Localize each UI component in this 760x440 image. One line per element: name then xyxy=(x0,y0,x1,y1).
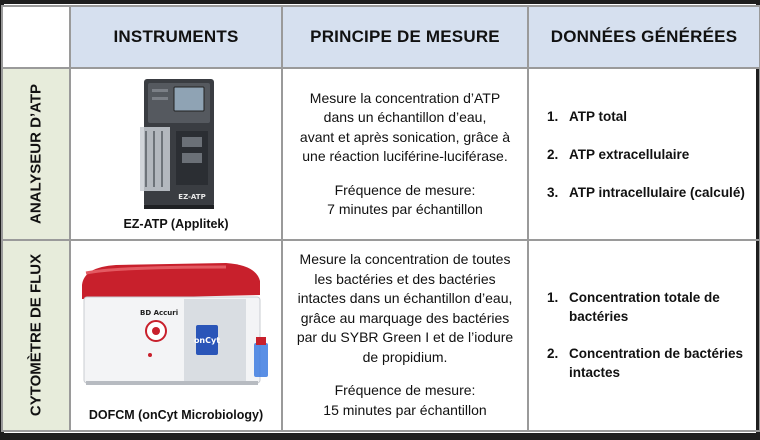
list-item: ATP extracellulaire xyxy=(569,146,690,162)
header-corner xyxy=(2,6,70,68)
list-item: ATP total xyxy=(569,108,628,124)
dofcm-cytometer-image xyxy=(76,255,276,395)
principle-line: avant et après sonication, grâce à xyxy=(299,128,511,145)
principle-line: les bactéries et des bactéries xyxy=(314,270,496,287)
table-row xyxy=(2,240,760,431)
comparison-table xyxy=(1,5,760,432)
instrument-caption-atp: EZ-ATP (Applitek) xyxy=(123,216,229,231)
principle-text-fcm xyxy=(283,250,527,420)
principle-paragraph xyxy=(293,89,517,167)
ez-atp-analyzer-image xyxy=(130,75,222,213)
principle-line: de propidium. xyxy=(362,348,448,365)
row-label-text: ANALYSEUR D’ATP xyxy=(27,84,45,225)
header-row xyxy=(2,6,760,68)
principle-cell-fcm xyxy=(282,240,528,431)
frequency-line: Fréquence de mesure: xyxy=(334,382,476,399)
table-row xyxy=(2,68,760,239)
principle-line: par du SYBR Green I et de l’iodure xyxy=(296,329,514,346)
header-data: DONNÉES GÉNÉRÉES xyxy=(528,6,760,68)
instrument-cell-atp xyxy=(70,68,282,239)
list-item: Concentration de bactéries intactes xyxy=(569,346,744,381)
list-item: ATP intracellulaire (calculé) xyxy=(569,184,745,200)
principle-paragraph xyxy=(293,250,517,367)
principle-text-atp xyxy=(283,89,527,220)
instrument-caption-fcm: DOFCM (onCyt Microbiology) xyxy=(88,408,264,422)
principle-line: dans un échantillon d’eau, xyxy=(323,109,487,126)
principle-line: une réaction luciférine-luciférase. xyxy=(302,148,508,165)
header-instruments: INSTRUMENTS xyxy=(70,6,282,68)
frequency-line: Fréquence de mesure: xyxy=(334,181,476,198)
principle-line: intactes dans un échantillon d’eau, xyxy=(297,290,513,307)
row-label-text: CYTOMÈTRE DE FLUX xyxy=(27,254,45,417)
row-label-fcm xyxy=(2,240,70,431)
principle-line: grâce au marquage des bactéries xyxy=(300,309,510,326)
data-cell-atp xyxy=(528,68,760,239)
frequency-paragraph xyxy=(293,381,517,420)
frequency-line: 15 minutes par échantillon xyxy=(323,401,487,418)
data-cell-fcm xyxy=(528,240,760,431)
device-label-oncyt: onCyt xyxy=(193,335,221,345)
principle-cell-atp xyxy=(282,68,528,239)
principle-line: Mesure la concentration de toutes xyxy=(299,251,511,268)
instrument-cell-fcm xyxy=(70,240,282,431)
frequency-line: 7 minutes par échantillon xyxy=(327,201,483,218)
principle-line: Mesure la concentration d’ATP xyxy=(309,89,501,106)
data-list-atp xyxy=(529,107,759,202)
frequency-paragraph xyxy=(293,181,517,220)
row-label-atp xyxy=(2,68,70,239)
device-label-ez-atp: EZ-ATP xyxy=(178,193,206,202)
header-principle: PRINCIPE DE MESURE xyxy=(282,6,528,68)
device-brand-text: BD Accuri xyxy=(140,308,179,317)
list-item: Concentration totale de bactéries xyxy=(569,290,720,325)
data-list-fcm xyxy=(529,288,759,382)
